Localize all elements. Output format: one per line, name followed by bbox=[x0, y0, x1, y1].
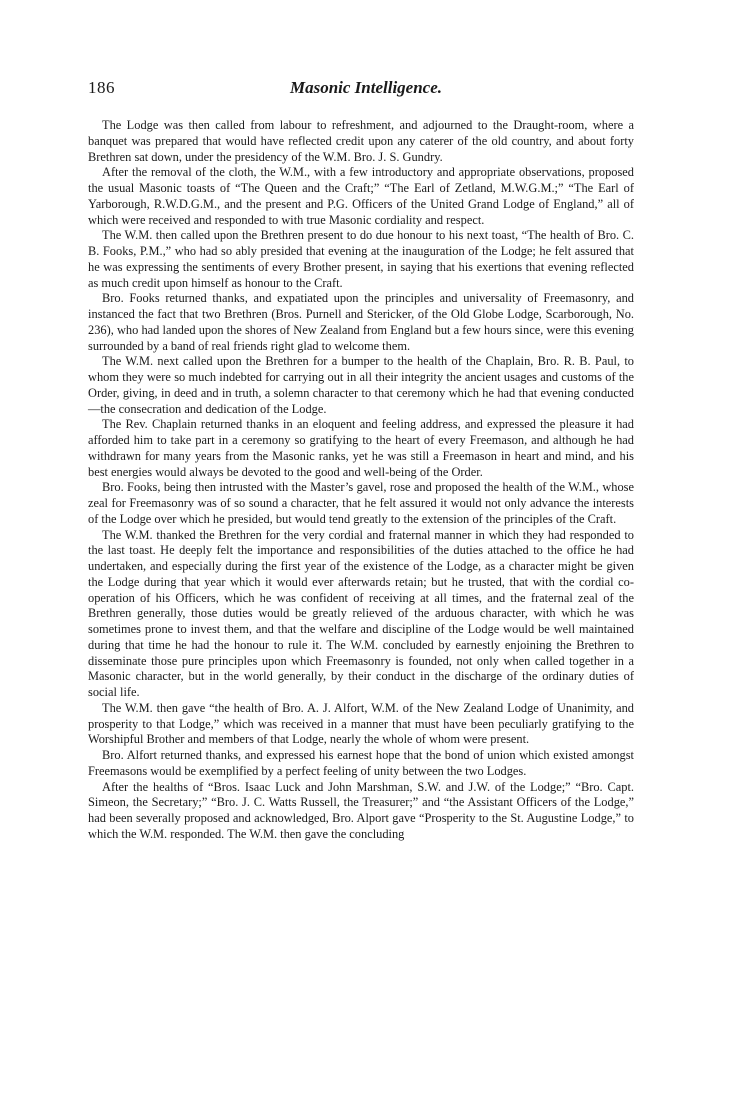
paragraph: After the removal of the cloth, the W.M., with a few introductory and appropriate observations, proposed the usual Masonic toasts of “The Queen and the Craft;” “The Earl of Zetland, M.W.G.M.;” “The Earl of Yarborough, R.W.D.G.M., and the present and P.G. Officers of the United Grand Lodge of England,” all of which were received and responded to with true Masonic cordiality and respect. bbox=[88, 165, 634, 227]
page-number: 186 bbox=[88, 78, 115, 97]
paragraph: The W.M. next called upon the Brethren for a bumper to the health of the Chaplain, Bro. R. B. Paul, to whom they were so much indebted for carrying out in all their integrity the ancient usages and customs of the Order, giving, in deed and in truth, a solemn character to that ceremony which he had that evening conducted—the consecration and dedication of the Lodge. bbox=[88, 354, 634, 416]
running-title: Masonic Intelligence. bbox=[289, 78, 443, 97]
article-body bbox=[88, 118, 634, 843]
paragraph: Bro. Alfort returned thanks, and expressed his earnest hope that the bond of union which existed amongst Freemasons would be exemplified by a perfect feeling of unity between the two Lodges. bbox=[88, 748, 634, 778]
paragraph: The W.M. thanked the Brethren for the very cordial and fraternal manner in which they had responded to the last toast. He deeply felt the importance and responsibilities of the duties attached to the office he had undertaken, and especially during the first year of the existence of the Lodge, as a character might be given the Lodge during that year which it would ever afterwards retain; but he trusted, that with the cordial co-operation of his Officers, which he was confident of receiving at all times, and the fraternal zeal of the Brethren generally, those duties would be greatly relieved of the arduous character, with which he was sometimes prone to invest them, and that the welfare and discipline of the Lodge would be well maintained during that time he had the honour to rule it. The W.M. concluded by earnestly enjoining the Brethren to disseminate those pure principles upon which Freemasonry is founded, not only when called together in a Masonic character, but in the world generally, by their conduct in the discharge of the ordinary duties of social life. bbox=[88, 527, 634, 699]
paragraph: The Lodge was then called from labour to refreshment, and adjourned to the Draught-room, where a banquet was prepared that would have reflected credit upon any caterer of the old country, and about forty Brethren sat down, under the presidency of the W.M. Bro. J. S. Gundry. bbox=[88, 118, 634, 164]
paragraph: After the healths of “Bros. Isaac Luck and John Marshman, S.W. and J.W. of the Lodge;” “Bro. Capt. Simeon, the Secretary;” “Bro. J. C. Watts Russell, the Treasurer;” and “the Assistant Officers of the Lodge,” had been severally proposed and acknowledged, Bro. Alport gave “Prosperity to the St. Augustine Lodge,” to which the W.M. responded. The W.M. then gave the concluding bbox=[88, 779, 634, 841]
paragraph: Bro. Fooks returned thanks, and expatiated upon the principles and universality of Freemasonry, and instanced the fact that two Brethren (Bros. Purnell and Stericker, of the Old Globe Lodge, Scarborough, No. 236), who had landed upon the shores of New Zealand from England but a few hours since, were this evening surrounded by a band of real friends right glad to welcome them. bbox=[88, 291, 634, 353]
paragraph: The Rev. Chaplain returned thanks in an eloquent and feeling address, and expressed the pleasure it had afforded him to take part in a ceremony so gratifying to the heart of every Freemason, and although he had withdrawn for many years from the Masonic ranks, yet he was still a Freemason in heart and mind, and his best energies would always be devoted to the good and well-being of the Order. bbox=[88, 417, 634, 479]
page-header bbox=[88, 78, 644, 100]
paragraph: The W.M. then called upon the Brethren present to do due honour to his next toast, “The health of Bro. C. B. Fooks, P.M.,” who had so ably presided that evening at the inauguration of the Lodge; he felt assured that he was expressing the sentiments of every Brother present, in saying that his exertions that evening reflected as much credit upon himself as honour to the Craft. bbox=[88, 228, 634, 290]
paragraph: Bro. Fooks, being then intrusted with the Master’s gavel, rose and proposed the health of the W.M., whose zeal for Freemasonry was of so sound a character, that he felt assured it would not only advance the interests of the Lodge over which he presided, but would tend greatly to the extension of the principles of the Craft. bbox=[88, 480, 634, 526]
paragraph: The W.M. then gave “the health of Bro. A. J. Alfort, W.M. of the New Zealand Lodge of Unanimity, and prosperity to that Lodge,” which was received in a manner that must have been peculiarly gratifying to the Worshipful Brother and members of that Lodge, nearly the whole of whom were present. bbox=[88, 700, 634, 747]
